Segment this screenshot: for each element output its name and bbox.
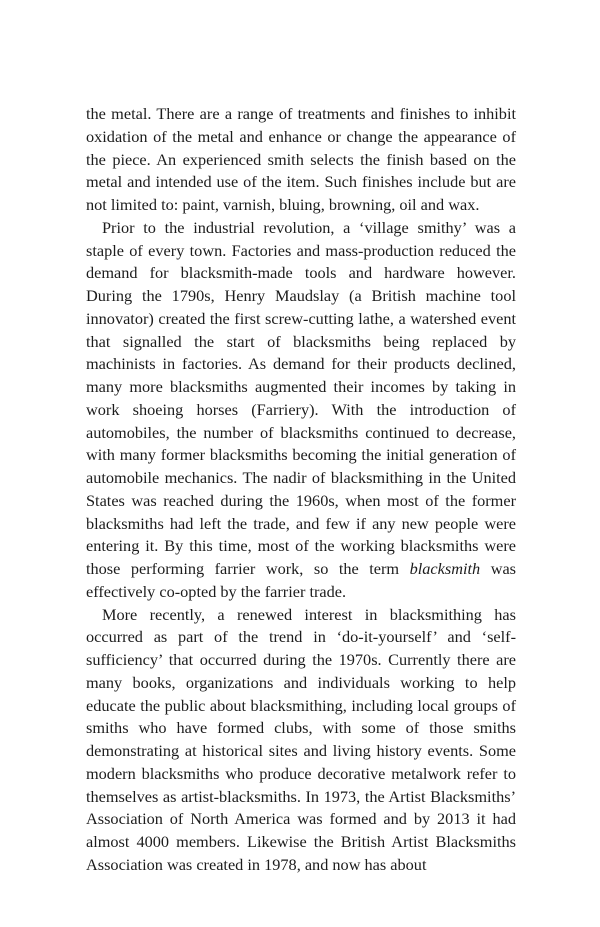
paragraph-industrial-revolution-text: Prior to the industrial revolution, a ‘village smithy’ was a staple of every town. Factories and mass-production reduced the demand for blacksmith-made tools and hardware however. During the 1790s, Henry Maudslay (a British machine tool innovator) created the first screw-cutting lathe, a watershed event that signalled the start of blacksmiths being replaced by machinists in factories. As demand for their products declined, many more blacksmiths augmented their incomes by taking in work shoeing horses (Farriery). With the introduction of automobiles, the number of blacksmiths continued to decrease, with many former blacksmiths becoming the initial generation of automobile mechanics. The nadir of blacksmithing in the United States was reached during the 1960s, when most of the former blacksmiths had left the trade, and few if any new people were entering it. By this time, most of the working blacksmiths were those performing farrier work, so the term [86,217,516,578]
paragraph-renewed-interest-text: More recently, a renewed interest in blacksmithing has occurred as part of the trend in ‘do-it-yourself’ and ‘self-sufficiency’ that occurred during the 1970s. Currently there are many books, organizations and individuals working to help educate the public about blacksmithing, including local groups of smiths who have formed clubs, with some of those smiths demonstrating at historical sites and living history events. Some modern blacksmiths who produce decorative metalwork refer to themselves as artist-blacksmiths. In 1973, the Artist Blacksmiths’ Association of North America was formed and by 2013 it had almost 4000 members. Likewise the British Artist Blacksmiths Association was created in 1978, and now has about [86,604,516,874]
paragraph-finishes [86,103,516,217]
paragraph-industrial-revolution [86,217,516,604]
body-text [86,103,516,877]
paragraph-industrial-revolution-text-end: was effectively co-opted by the farrier trade. [86,559,517,601]
blacksmith-term: blacksmith [409,559,481,578]
paragraph-renewed-interest [86,604,516,877]
paragraph-finishes-text: the metal. There are a range of treatments and finishes to inhibit oxidation of the metal and enhance or change the appearance of the piece. An experienced smith selects the finish based on the metal and intended use of the item. Such finishes include but are not limited to: paint, varnish, bluing, browning, oil and wax. [86,104,516,214]
